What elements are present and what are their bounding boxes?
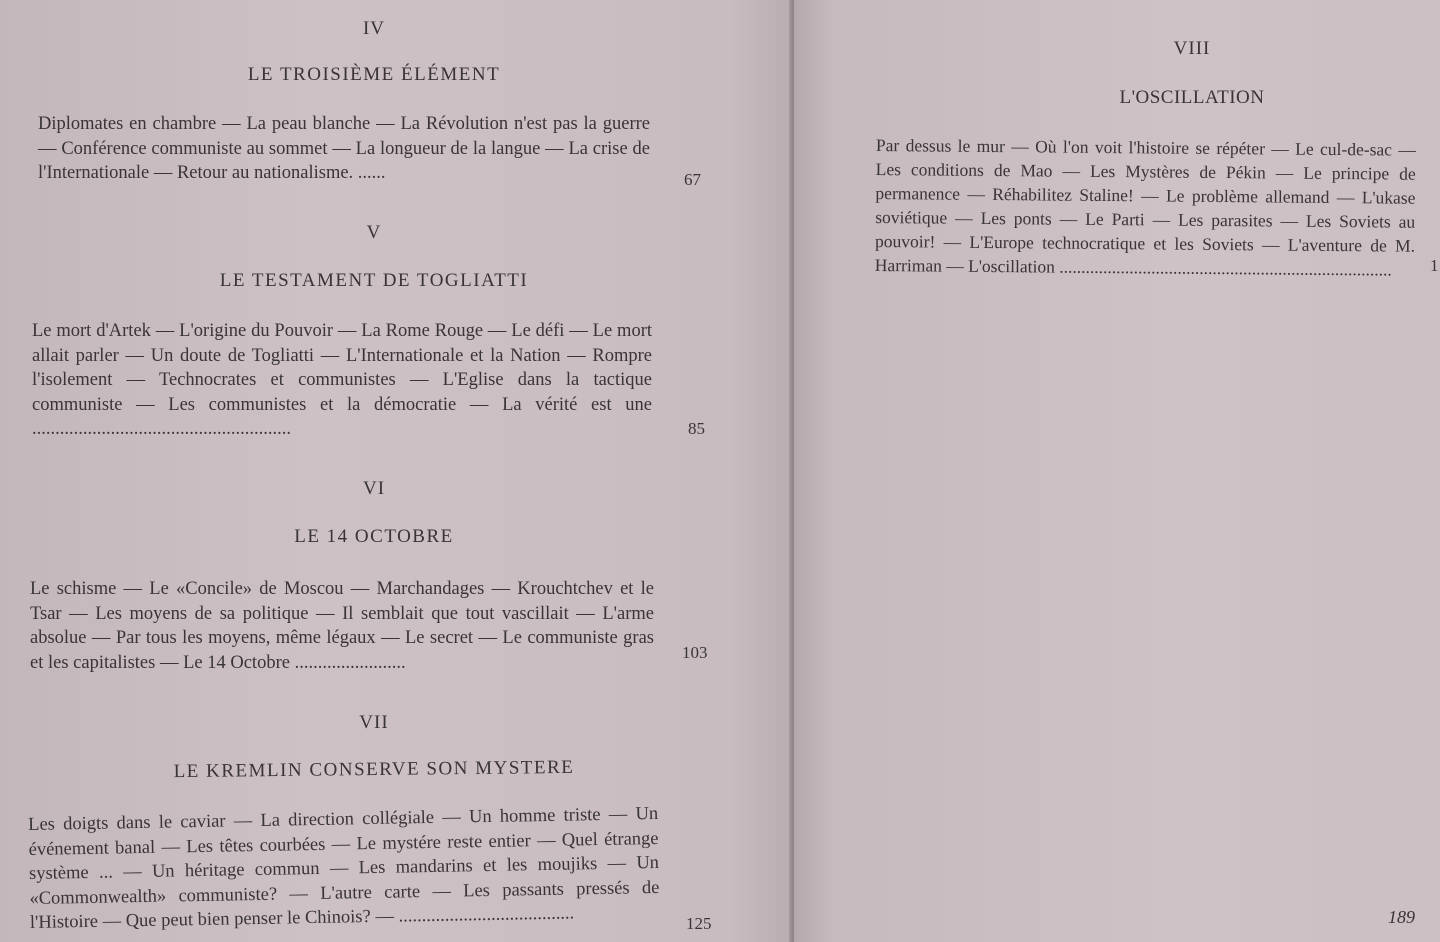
chapter-viii-page-number: 1 [1430,256,1439,275]
chapter-vii-page-number: 125 [686,914,712,933]
right-page [794,0,1440,942]
chapter-viii-entries: Par dessus le mur — Où l'on voit l'histoire se répéter — Le cul-de-sac — Les conditions de Mao — Les Mystères de Pékin — Le principe de permanence — Réhabilitez Staline! — Le problème allemand — L'ukase soviétique — Les ponts — Le Parti — Les parasites — Les Soviets au pouvoir! — L'Europe technocratique et les Soviets — L'aventure de M. Harriman — L'oscillation ............................................................................ [874,134,1416,280]
chapter-vi-numeral: VI [362,478,386,499]
chapter-vii-numeral: VII [359,712,389,733]
chapter-vi-body [30,577,654,675]
chapter-vii-body [28,802,660,935]
chapter-iv-entries: Diplomates en chambre — La peau blanche — La Révolution n'est pas la guerre — Conférence communiste au sommet — La longueur de la langue — La crise de l'Internationale — Retour au nationalisme. ...... [38,114,650,183]
chapter-v-entries: Le mort d'Artek — L'origine du Pouvoir — La Rome Rouge — Le défi — Le mort allait parler — Un doute de Togliatti — L'Internationale et la Nation — Rompre l'isolement — Technocrates et communistes — L'Eglise dans la tactique communiste — Les communistes et la démocratie — La vérité est une ........................................................ [32,321,652,439]
chapter-vii-title: LE KREMLIN CONSERVE SON MYSTERE [173,756,575,783]
chapter-v-numeral: V [366,222,382,243]
page-folio: 189 [1388,907,1415,927]
chapter-vi-page-number: 103 [682,643,708,662]
chapter-vi-entries: Le schisme — Le «Concile» de Moscou — Marchandages — Krouchtchev et le Tsar — Les moyens de sa politique — Il semblait que tout vascillait — L'arme absolue — Par tous les moyens, même légaux — Le secret — Le communiste gras et les capitalistes — Le 14 Octobre ........................ [30,579,654,673]
chapter-viii-body [875,133,1416,282]
chapter-v-body [32,319,652,442]
chapter-v-page-number: 85 [688,419,705,438]
chapter-vi-title: LE 14 OCTOBRE [294,526,454,547]
chapter-v-title: LE TESTAMENT DE TOGLIATTI [219,270,529,291]
chapter-viii-title: L'OSCILLATION [1119,87,1265,108]
chapter-viii-numeral: VIII [1173,38,1211,59]
chapter-iv-numeral: IV [362,18,386,39]
chapter-iv-page-number: 67 [684,170,701,189]
chapter-iv-body [38,112,650,186]
chapter-vii-entries: Les doigts dans le caviar — La direction collégiale — Un homme triste — Un événement banal — Les têtes courbées — Le mystére reste entier — Quel étrange système ... — Un héritage commun — Les mandarins et les moujiks — Un «Commonwealth» communiste? — L'autre carte — Les passants pressés de l'Histoire — Que peut bien penser le Chinois? — ...................................... [28,804,660,933]
chapter-iv-title: LE TROISIÈME ÉLÉMENT [247,64,501,85]
